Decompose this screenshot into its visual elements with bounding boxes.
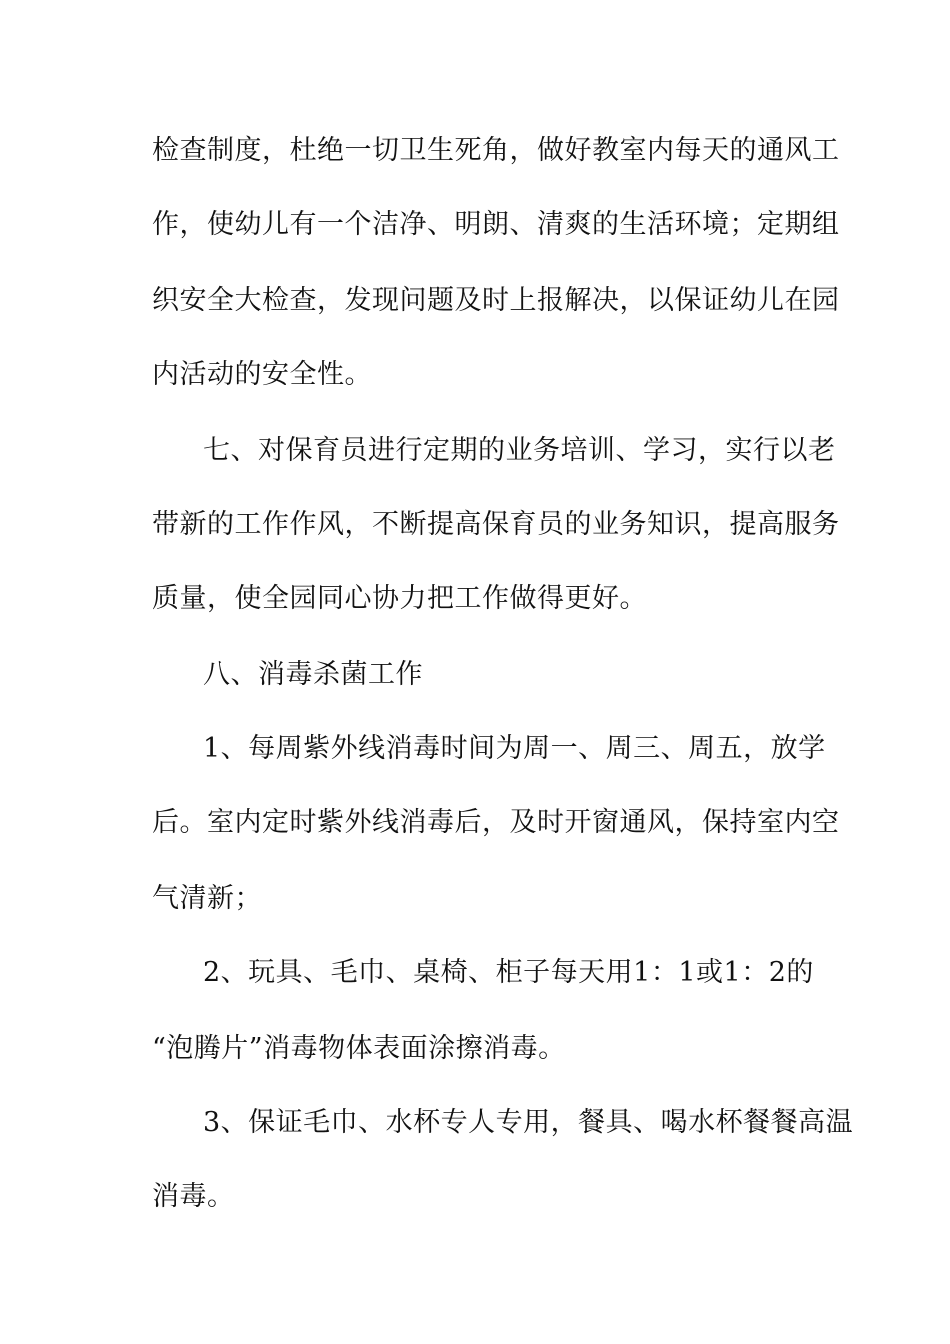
text-line: 气清新； (152, 883, 262, 914)
list-item-2-start: 2、玩具、毛巾、桌椅、柜子每天用1：1或1：2的 (203, 957, 814, 988)
list-item-3-start: 3、保证毛巾、水杯专人专用，餐具、喝水杯餐餐高温 (203, 1107, 854, 1138)
text-line: 织安全大检查，发现问题及时上报解决，以保证幼儿在园 (152, 285, 840, 316)
text-line: 带新的工作作风，不断提高保育员的业务知识，提高服务 (152, 509, 840, 540)
text-line: 检查制度，杜绝一切卫生死角，做好教室内每天的通风工 (152, 135, 840, 166)
text-line: 作，使幼儿有一个洁净、明朗、清爽的生活环境；定期组 (152, 209, 840, 240)
section-heading: 八、消毒杀菌工作 (203, 659, 423, 690)
text-line: 内活动的安全性。 (152, 359, 372, 390)
text-line: “泡腾片”消毒物体表面涂擦消毒。 (152, 1033, 566, 1064)
paragraph-seven-start: 七、对保育员进行定期的业务培训、学习，实行以老 (203, 435, 836, 466)
list-item-1-start: 1、每周紫外线消毒时间为周一、周三、周五，放学 (203, 733, 826, 764)
text-line: 质量，使全园同心协力把工作做得更好。 (152, 583, 647, 614)
text-line: 后。室内定时紫外线消毒后，及时开窗通风，保持室内空 (152, 807, 840, 838)
text-line: 消毒。 (152, 1181, 235, 1212)
